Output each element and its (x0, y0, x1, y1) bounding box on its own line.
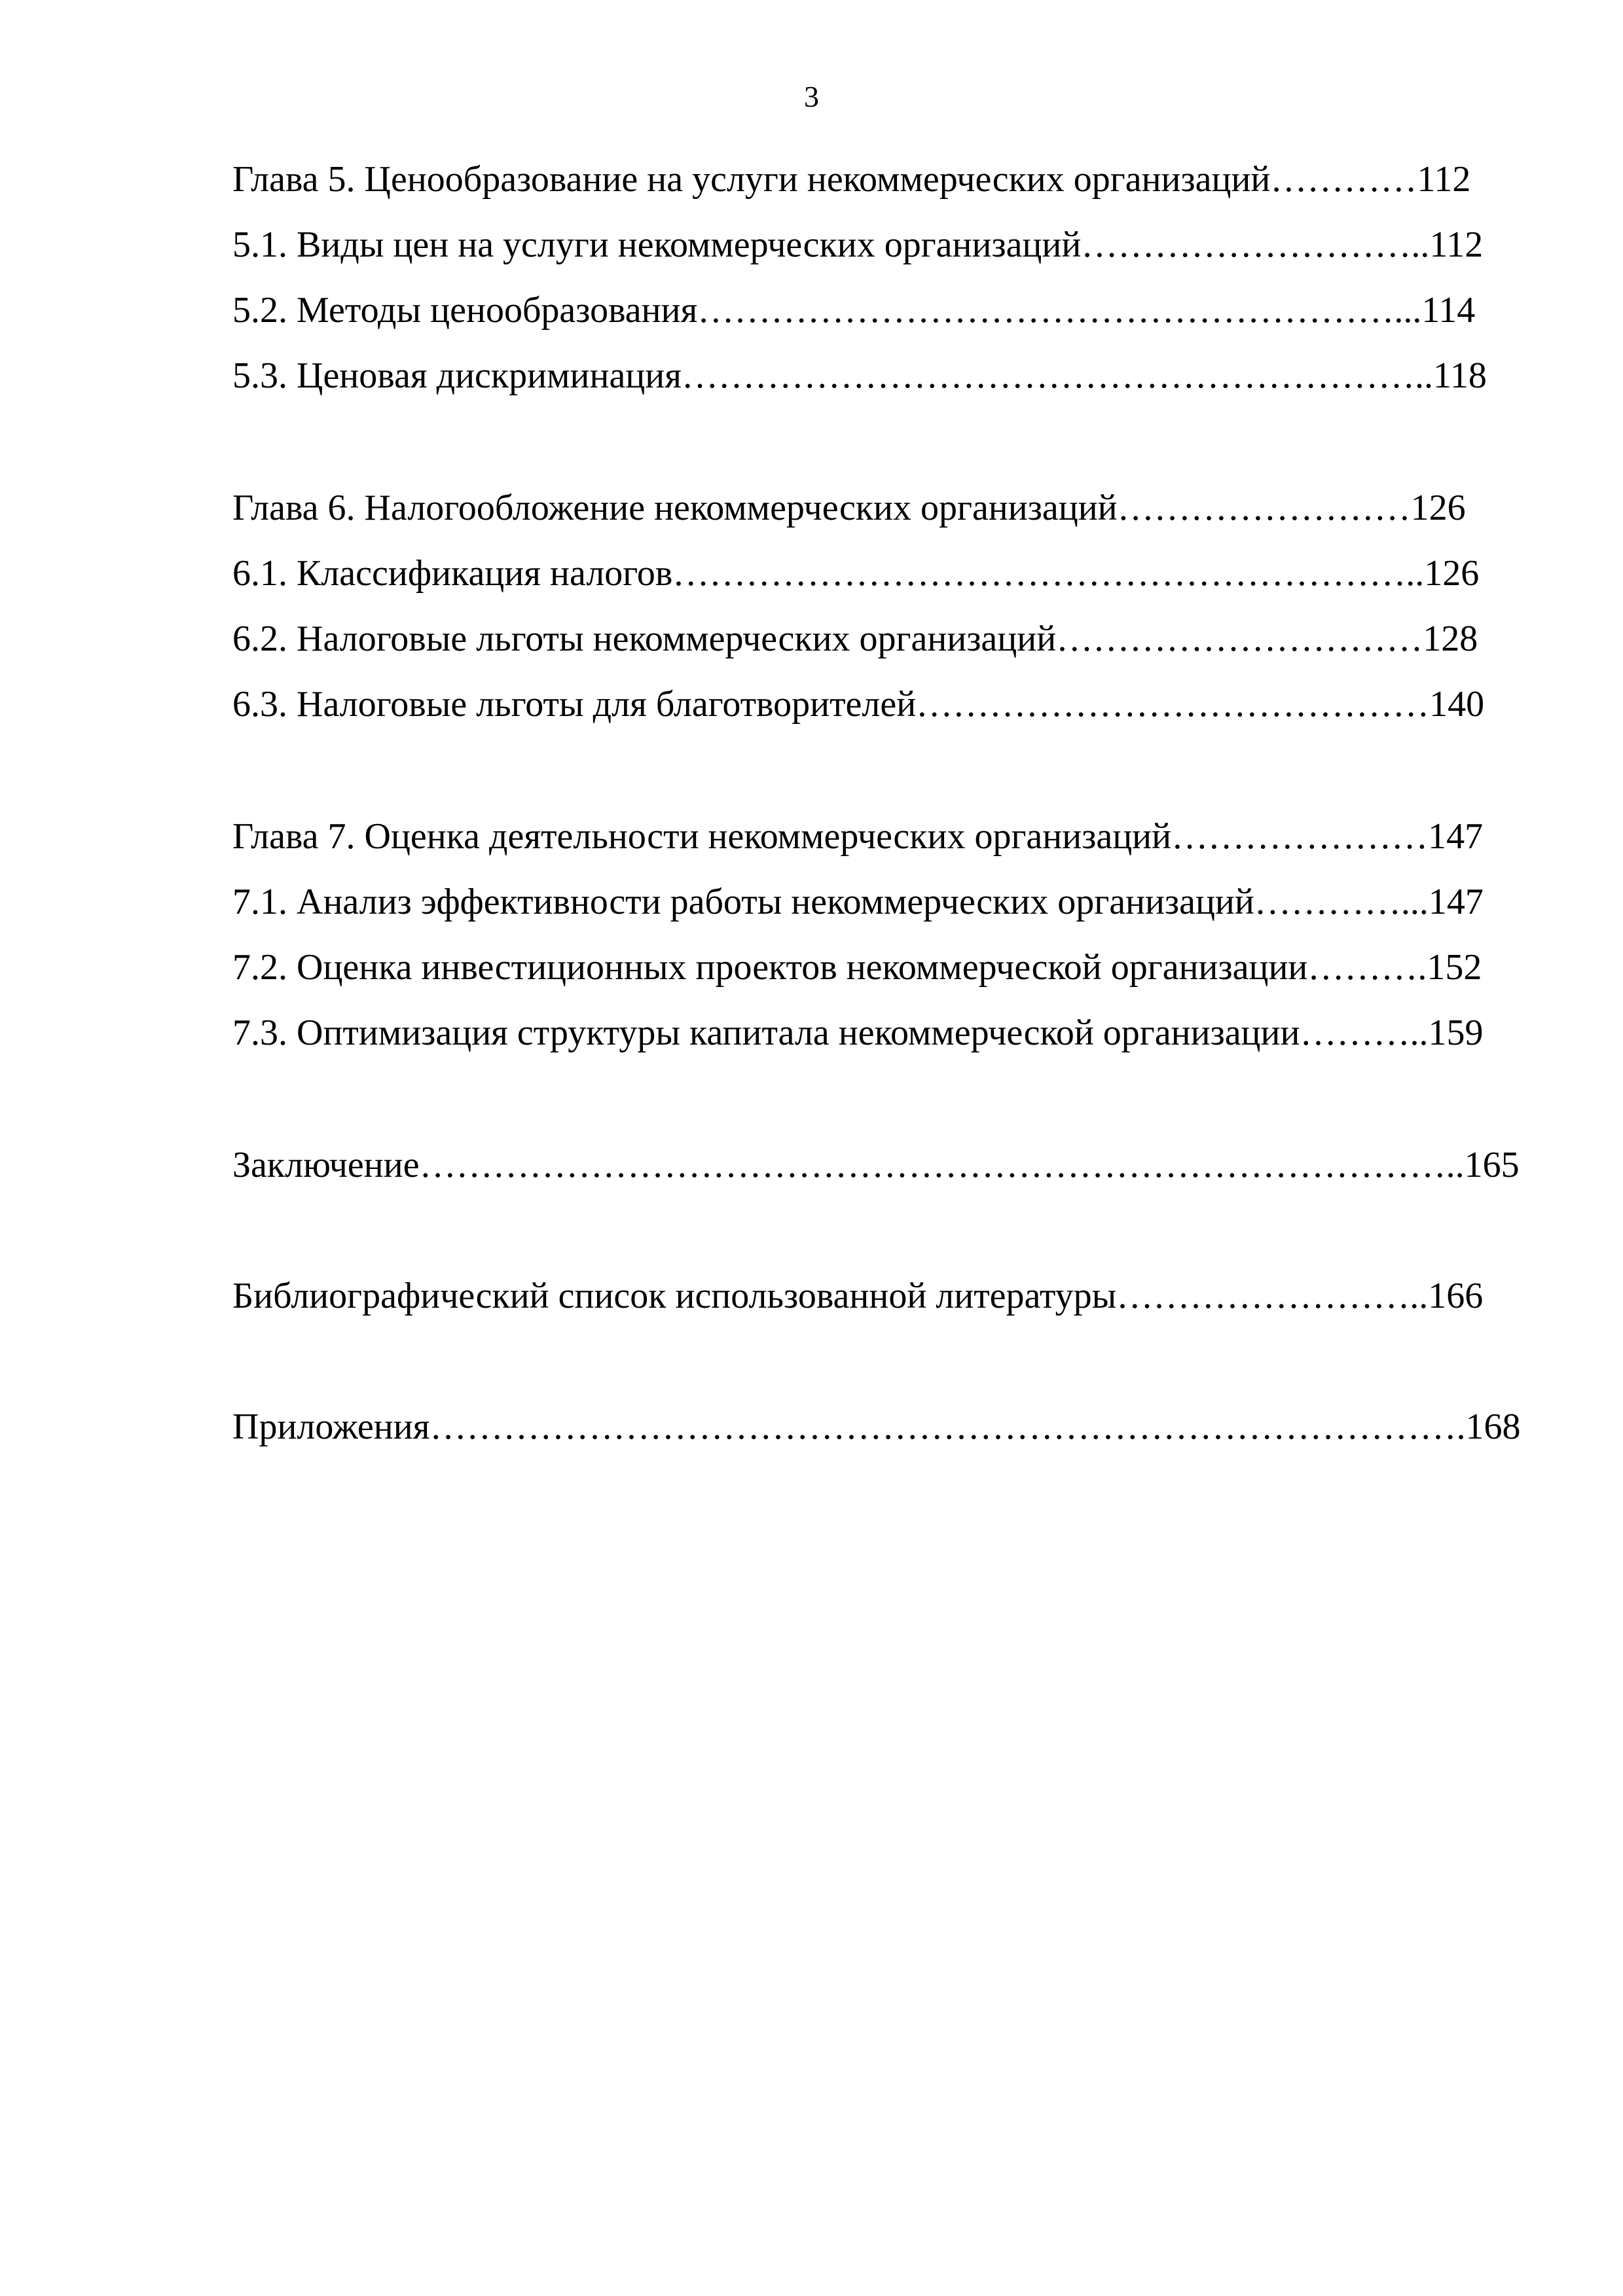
page-number: 3 (804, 80, 819, 113)
toc-section-6-3[interactable]: 6.3. Налоговые льготы для благотворителей……………………………………140 (232, 684, 1485, 725)
toc-section-7-2[interactable]: 7.2. Оценка инвестиционных проектов некоммерческой организации……….152 (232, 947, 1482, 988)
toc-appendices[interactable]: Приложения………………………………………………………………………….168 (232, 1407, 1521, 1447)
toc-section-5-3[interactable]: 5.3. Ценовая дискриминация……………………………………………………..118 (232, 355, 1487, 396)
toc-section-7-3[interactable]: 7.3. Оптимизация структуры капитала некоммерческой организации………..159 (232, 1013, 1484, 1053)
toc-bibliography[interactable]: Библиографический список использованной литературы……………………..166 (232, 1276, 1484, 1316)
toc-section-5-2[interactable]: 5.2. Методы ценообразования…………………………………………………...114 (232, 290, 1476, 331)
toc-conclusion[interactable]: Заключение…………………………………………………………………………..165 (232, 1145, 1520, 1185)
toc-chapter-5[interactable]: Глава 5. Ценообразование на услуги некоммерческих организаций…………112 (232, 159, 1471, 200)
toc-section-7-1[interactable]: 7.1. Анализ эффективности работы некоммерческих организаций…………...147 (232, 882, 1484, 922)
toc-section-6-2[interactable]: 6.2. Налоговые льготы некоммерческих организаций…………………………128 (232, 619, 1478, 659)
toc-chapter-6[interactable]: Глава 6. Налогообложение некоммерческих организаций……………………126 (232, 488, 1466, 528)
toc-section-5-1[interactable]: 5.1. Виды цен на услуги некоммерческих организаций………………………..112 (232, 224, 1484, 265)
toc-chapter-7[interactable]: Глава 7. Оценка деятельности некоммерческих организаций…………………147 (232, 816, 1484, 857)
toc-section-6-1[interactable]: 6.1. Классификация налогов……………………………………………………..126 (232, 553, 1480, 594)
